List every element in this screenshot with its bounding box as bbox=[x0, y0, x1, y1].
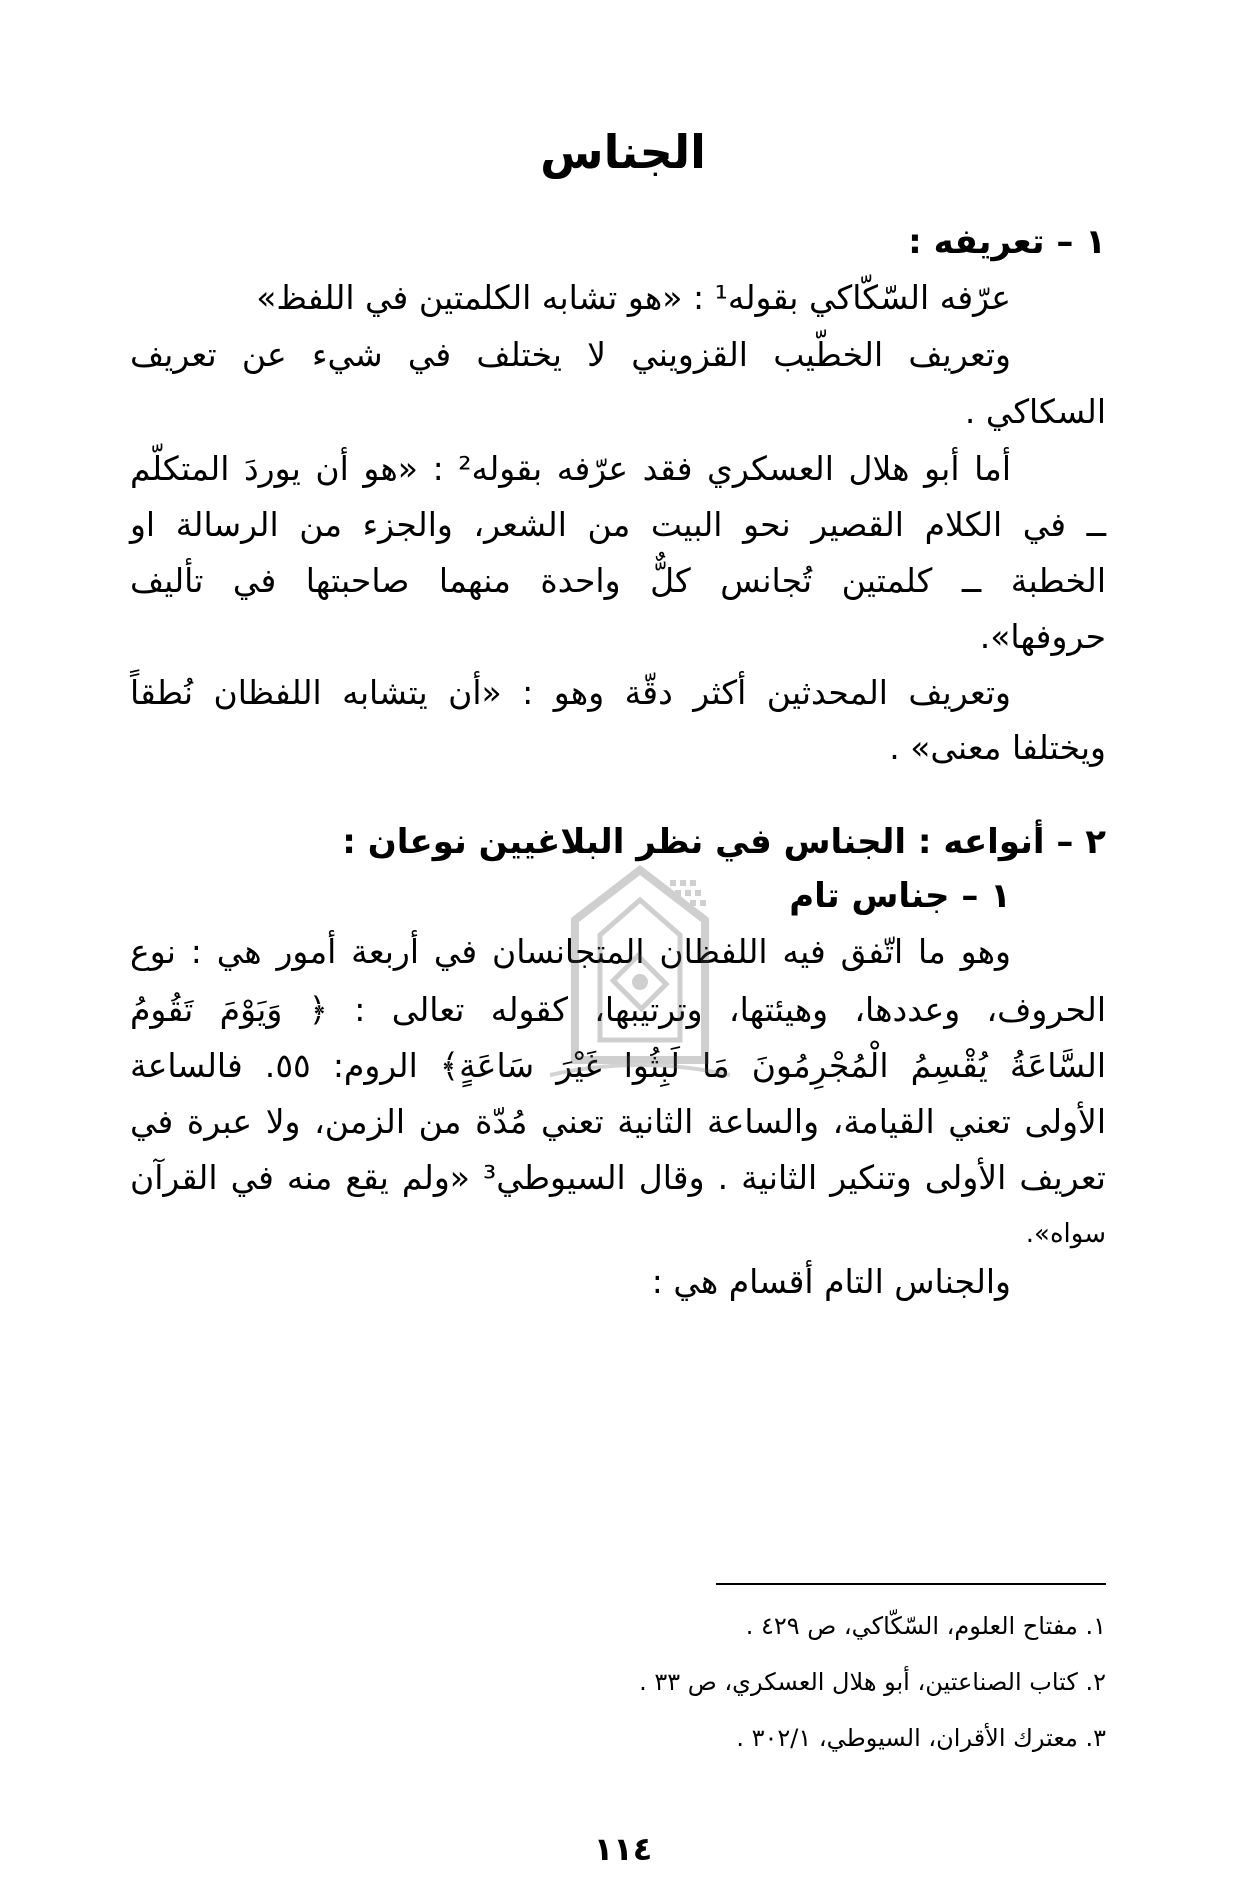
paragraph-line: الأولى تعني القيامة، والساعة الثانية تعني مُدّة من الزمن، ولا عبرة في bbox=[130, 1102, 1106, 1141]
paragraph-line: حروفها». bbox=[979, 617, 1106, 656]
footnote-divider bbox=[716, 1583, 1106, 1585]
page-title: الجناس bbox=[540, 125, 706, 179]
footnote: ٣. معترك الأقران، السيوطي، ٣٠٢/١ . bbox=[736, 1724, 1106, 1752]
paragraph-line: تعريف الأولى وتنكير الثانية . وقال السيوطي³ «ولم يقع منه في القرآن bbox=[130, 1158, 1106, 1197]
paragraph-line: السكاكي . bbox=[964, 392, 1106, 431]
subsection-heading-complete-jinas: ١ – جناس تام bbox=[789, 876, 1011, 916]
paragraph-line: وتعريف الخطّيب القزويني لا يختلف في شيء عن تعريف bbox=[130, 335, 1011, 374]
paragraph-line: وتعريف المحدثين أكثر دقّة وهو : «أن يتشابه اللفظان نُطقاً bbox=[130, 673, 1011, 712]
library-seal-watermark-icon bbox=[530, 860, 750, 1090]
paragraph-line: الخطبة ــ كلمتين تُجانس كلٌّ واحدة منهما صاحبتها في تأليف bbox=[130, 561, 1106, 600]
paragraph-line: السَّاعَةُ يُقْسِمُ الْمُجْرِمُونَ مَا لَبِثُوا غَيْرَ سَاعَةٍ﴾ الروم: ٥٥. فالساعة bbox=[130, 1046, 1107, 1085]
paragraph-line: وهو ما اتّفق فيه اللفظان المتجانسان في أربعة أمور هي : نوع bbox=[130, 932, 1011, 971]
paragraph-line: سواه». bbox=[1025, 1219, 1106, 1249]
paragraph-line: والجناس التام أقسام هي : bbox=[651, 1262, 1011, 1301]
footnote: ٢. كتاب الصناعتين، أبو هلال العسكري، ص ٣٣ . bbox=[639, 1668, 1106, 1696]
page-number: ١١٤ bbox=[593, 1830, 653, 1868]
footnote: ١. مفتاح العلوم، السّكّاكي، ص ٤٢٩ . bbox=[745, 1612, 1106, 1640]
paragraph-line: ويختلفا معنى» . bbox=[889, 728, 1106, 767]
paragraph-line: أما أبو هلال العسكري فقد عرّفه بقوله² : «هو أن يوردَ المتكلّم bbox=[130, 449, 1011, 488]
paragraph-line: عرّفه السّكّاكي بقوله¹ : «هو تشابه الكلمتين في اللفظ» bbox=[256, 278, 1011, 317]
section-heading-definition: ١ – تعريفه : bbox=[908, 222, 1106, 262]
section-heading-types: ٢ – أنواعه : الجناس في نظر البلاغيين نوعان : bbox=[342, 822, 1106, 862]
paragraph-line: ــ في الكلام القصير نحو البيت من الشعر، والجزء من الرسالة او bbox=[130, 505, 1106, 544]
paragraph-line: الحروف، وعددها، وهيئتها، وترتيبها، كقوله تعالى : ﴿ وَيَوْمَ تَقُومُ bbox=[130, 990, 1106, 1029]
